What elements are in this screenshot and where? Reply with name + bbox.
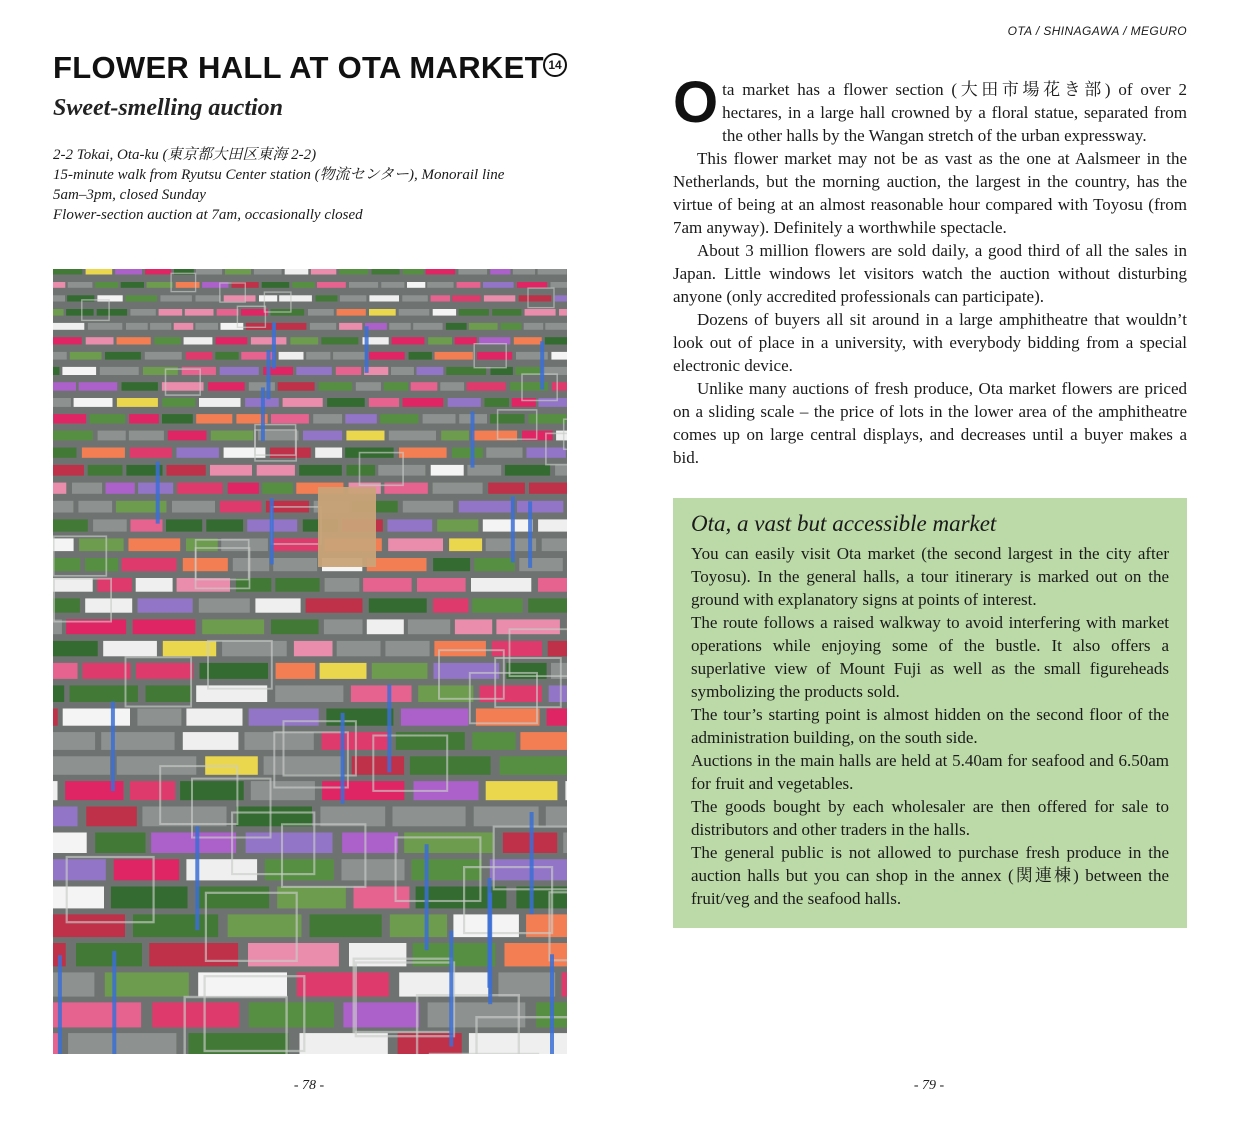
page-subtitle: Sweet-smelling auction	[53, 95, 284, 121]
address-line: 2-2 Tokai, Ota-ku (東京都大田区東海 2-2)	[53, 147, 317, 163]
article-paragraph-1: Ota market has a flower section (大田市場花き部) of over 2 hectares, in a large hall crowned by a floral statue, separated from the other halls by the Wangan stretch of the urban expressway.	[673, 70, 1187, 145]
box-paragraph-5: The goods bought by each wholesaler are then offered for sale to distributors and other traders in the halls.	[691, 797, 1169, 839]
page-title: FLOWER HALL AT OTA MARKET	[53, 50, 544, 85]
article-paragraph-5: Unlike many auctions of fresh produce, Ota market flowers are priced on a sliding scale – the price of lots in the lower area of the amphitheatre comes up on large central displays, and decreases until a buyer makes a bid.	[673, 379, 1187, 467]
running-head: OTA / SHINAGAWA / MEGURO	[1007, 24, 1187, 38]
page-number-right: - 79 -	[913, 1078, 945, 1093]
page-number-left: - 78 -	[293, 1078, 325, 1093]
flower-market-illustration	[53, 269, 567, 1054]
box-paragraph-6: The general public is not allowed to purchase fresh produce in the auction halls but you can shop in the annex (関連棟) between the fruit/veg and the seafood halls.	[691, 843, 1169, 908]
main-article	[673, 70, 1187, 469]
flower-market-photo	[53, 269, 567, 1054]
hours-line: 5am–3pm, closed Sunday	[53, 187, 206, 203]
entry-number-badge: 14	[543, 53, 567, 77]
access-line: 15-minute walk from Ryutsu Center station (物流センター), Monorail line	[53, 167, 505, 183]
box-paragraph-1: You can easily visit Ota market (the second largest in the city after Toyosu). In the general halls, a tour itinerary is marked out on the ground with explanatory signs at points of interest.	[691, 544, 1169, 609]
sidebar-box	[673, 498, 1187, 928]
box-title: Ota, a vast but accessible market	[691, 511, 997, 536]
article-paragraph-3: About 3 million flowers are sold daily, a good third of all the sales in Japan. Little windows let visitors watch the auction without disturbing anyone (only accredited professionals can participate).	[673, 241, 1187, 306]
auction-time-line: Flower-section auction at 7am, occasionally closed	[53, 207, 363, 223]
article-paragraph-4: Dozens of buyers all sit around in a large amphitheatre that wouldn’t look out of place in a university, with everybody bidding from a special electronic device.	[673, 310, 1187, 375]
article-paragraph-2: This flower market may not be as vast as the one at Aalsmeer in the Netherlands, but the morning auction, the largest in the country, has the virtue of being at an almost reasonable hour compared with Toyosu (from 7am anyway). Definitely a worthwhile spectacle.	[673, 149, 1187, 237]
practical-info	[53, 145, 567, 225]
box-paragraph-4: Auctions in the main halls are held at 5.40am for seafood and 6.50am for fruit and vegetables.	[691, 751, 1169, 793]
drop-cap: O	[673, 70, 719, 135]
box-paragraph-2: The route follows a raised walkway to avoid interfering with market operations while enjoying some of the bustle. It also offers a superlative view of Mount Fuji as well as the small figureheads symbolizing the products sold.	[691, 613, 1169, 701]
box-paragraph-3: The tour’s starting point is almost hidden on the second floor of the administration building, on the south side.	[691, 705, 1169, 747]
